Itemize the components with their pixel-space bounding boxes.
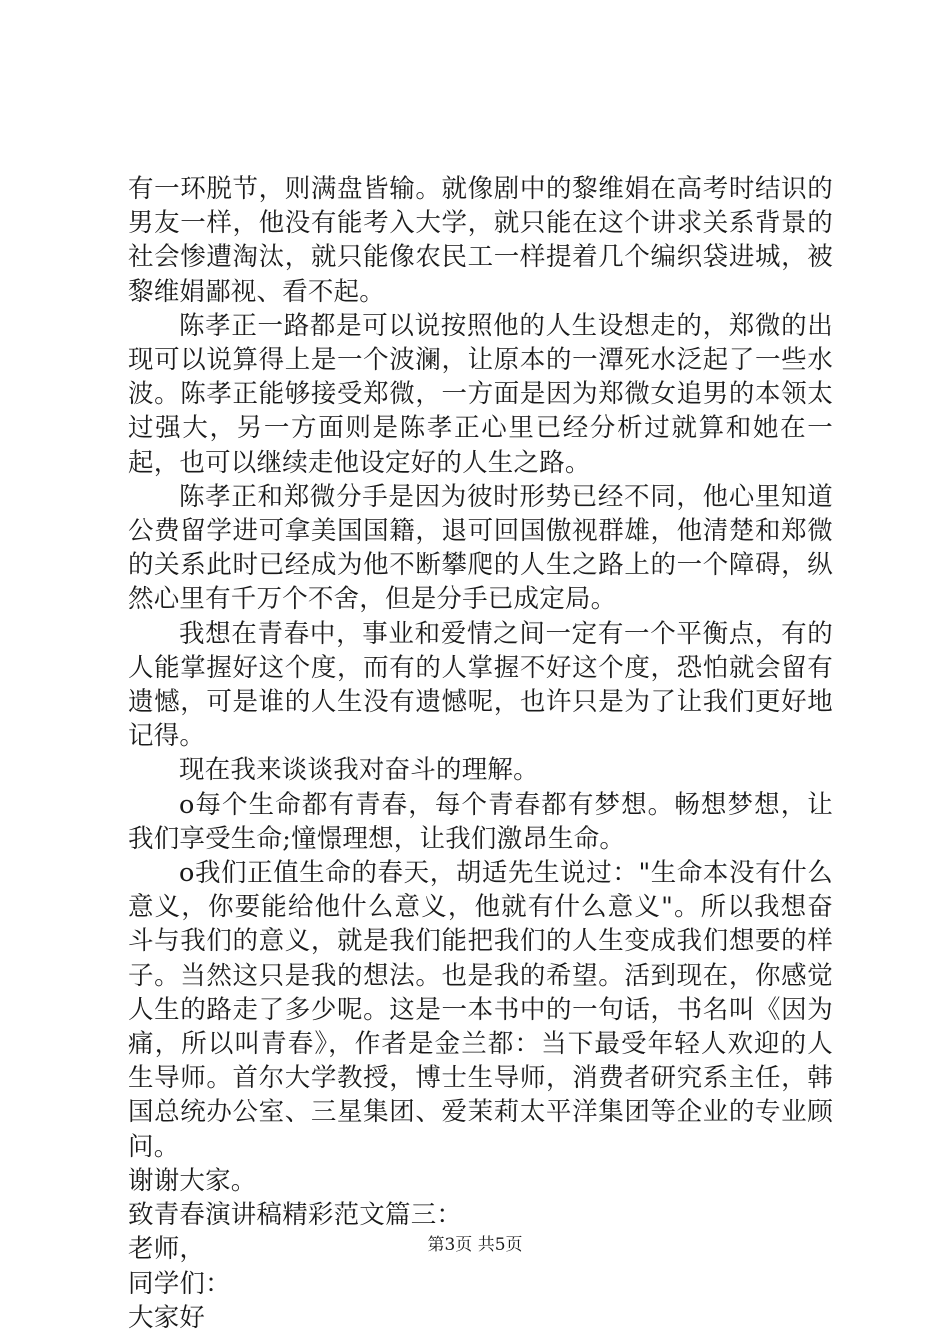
paragraph-greeting-teachers: 老师， (128, 1234, 206, 1265)
document-body (128, 172, 833, 1335)
paragraph-chen-xiaozheng-path: 陈孝正一路都是可以说按照他的人生设想走的，郑微的出现可以说算得上是一个波澜，让原本的一潭死水泛起了一些水波。陈孝正能够接受郑微，一方面是因为郑微女追男的本领太过强大，另一方面则是陈孝正心里已经分析过就算和她在一起，也可以继续走他设定好的人生之路。 (128, 310, 833, 478)
paragraph-thanks: 谢谢大家。 (128, 1165, 257, 1196)
paragraph-bullet-dreams: o每个生命都有青春，每个青春都有梦想。畅想梦想，让我们享受生命;憧憬理想，让我们激昂生命。 (128, 789, 833, 854)
paragraph-section-title: 致青春演讲稿精彩范文篇三： (128, 1200, 463, 1231)
paragraph-greeting-classmates: 同学们： (128, 1268, 231, 1299)
paragraph-balance: 我想在青春中，事业和爱情之间一定有一个平衡点，有的人能掌握好这个度，而有的人掌握不好这个度，恐怕就会留有遗憾，可是谁的人生没有遗憾呢，也许只是为了让我们更好地记得。 (128, 618, 833, 752)
page-number-footer: 第3页 共5页 (427, 1235, 523, 1255)
paragraph-breakup: 陈孝正和郑微分手是因为彼时形势已经不同，他心里知道公费留学进可拿美国国籍，退可回国傲视群雄，他清楚和郑微的关系此时已经成为他不断攀爬的人生之路上的一个障碍，纵然心里有千万个不舍，但是分手已成定局。 (128, 481, 833, 615)
paragraph-greeting-everyone: 大家好 (128, 1302, 206, 1333)
paragraph-continuation: 有一环脱节，则满盘皆输。就像剧中的黎维娟在高考时结识的男友一样，他没有能考入大学，就只能在这个讲求关系背景的社会惨遭淘汰，就只能像农民工一样提着几个编织袋进城，被黎维娟鄙视、看不起。 (128, 174, 833, 307)
paragraph-bullet-meaning: o我们正值生命的春天，胡适先生说过："生命本没有什么意义，你要能给他什么意义，他就有什么意义"。所以我想奋斗与我们的意义，就是我们能把我们的人生变成我们想要的样子。当然这只是我的想法。也是我的希望。活到现在，你感觉人生的路走了多少呢。这是一本书中的一句话，书名叫《因为痛，所以叫青春》，作者是金兰都：当下最受年轻人欢迎的人生导师。首尔大学教授，博士生导师，消费者研究系主任，韩国总统办公室、三星集团、爱茉莉太平洋集团等企业的专业顾问。 (128, 858, 833, 1162)
paragraph-struggle-intro: 现在我来谈谈我对奋斗的理解。 (179, 755, 539, 786)
